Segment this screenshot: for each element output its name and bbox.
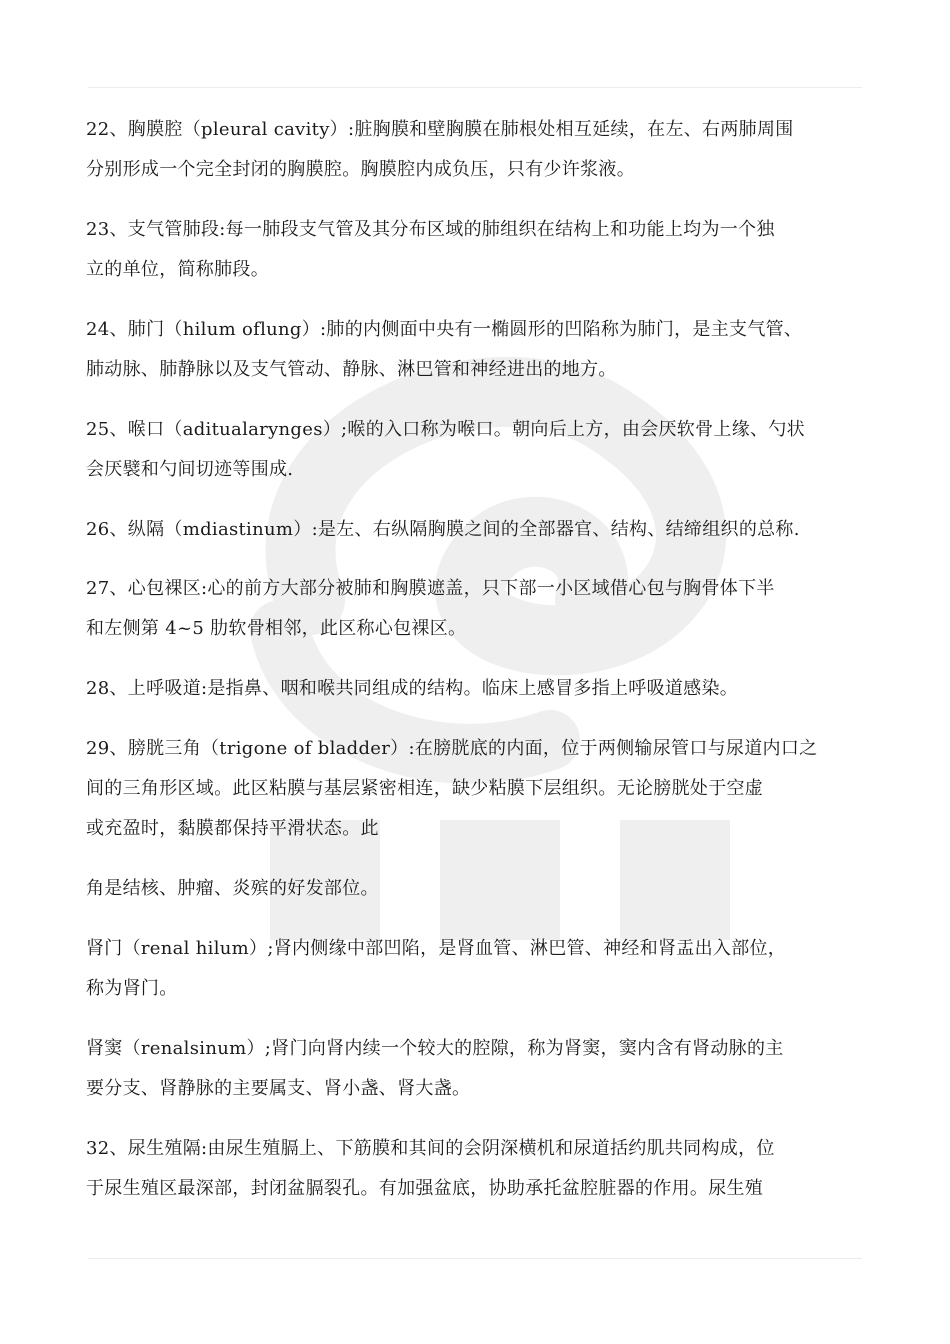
text-line: 肾门（renal hilum）;肾内侧缘中部凹陷，是肾血管、淋巴管、神经和肾盂出入部位， xyxy=(86,938,787,959)
text-line: 角是结核、肿瘤、炎殡的好发部位。 xyxy=(86,878,379,899)
text-line: 25、喉口（aditualarynges）;喉的入口称为喉口。朝向后上方，由会厌软骨上缘、勺状 xyxy=(86,419,805,440)
text-line: 32、尿生殖隔:由尿生殖膈上、下筋膜和其间的会阴深横机和尿道括约肌共同构成，位 xyxy=(86,1138,775,1159)
footer-divider xyxy=(88,1258,862,1259)
text-line: 立的单位，简称肺段。 xyxy=(86,259,269,280)
text-line: 间的三角形区域。此区粘膜与基层紧密相连，缺少粘膜下层组织。无论膀胱处于空虚 xyxy=(86,778,764,799)
text-line: 会厌襞和勺间切迹等围成. xyxy=(86,459,294,480)
text-line: 肺动脉、肺静脉以及支气管动、静脉、淋巴管和神经进出的地方。 xyxy=(86,359,617,380)
text-line: 称为肾门。 xyxy=(86,978,178,999)
header-divider xyxy=(88,87,862,88)
text-line: 28、上呼吸道:是指鼻、咽和喉共同组成的结构。临床上感冒多指上呼吸道感染。 xyxy=(86,678,739,699)
text-line: 24、肺门（hilum oflung）:肺的内侧面中央有一椭圆形的凹陷称为肺门，是主支气管、 xyxy=(86,319,803,340)
text-line: 22、胸膜腔（pleural cavity）:脏胸膜和壁胸膜在肺根处相互延续，在左、右两肺周围 xyxy=(86,119,794,140)
text-line: 分别形成一个完全封闭的胸膜腔。胸膜腔内成负压，只有少许浆液。 xyxy=(86,159,635,180)
text-line: 27、心包裸区:心的前方大部分被肺和胸膜遮盖，只下部一小区域借心包与胸骨体下半 xyxy=(86,578,775,599)
text-line: 26、纵隔（mdiastinum）:是左、右纵隔胸膜之间的全部器官、结构、结缔组织的总称. xyxy=(86,519,800,540)
text-line: 肾窦（renalsinum）;肾门向肾内续一个较大的腔隙，称为肾窦，窦内含有肾动脉的主 xyxy=(86,1038,784,1059)
text-line: 23、支气管肺段:每一肺段支气管及其分布区域的肺组织在结构上和功能上均为一个独 xyxy=(86,219,775,240)
text-line: 29、膀胱三角（trigone of bladder）:在膀胱底的内面，位于两侧输尿管口与尿道内口之 xyxy=(86,738,818,759)
text-line: 要分支、肾静脉的主要属支、肾小盏、肾大盏。 xyxy=(86,1078,471,1099)
text-line: 或充盈时，黏膜都保持平滑状态。此 xyxy=(86,818,379,839)
text-line: 和左侧第 4~5 肋软骨相邻，此区称心包裸区。 xyxy=(86,618,467,639)
text-line: 于尿生殖区最深部，封闭盆膈裂孔。有加强盆底，协助承托盆腔脏器的作用。尿生殖 xyxy=(86,1178,764,1199)
